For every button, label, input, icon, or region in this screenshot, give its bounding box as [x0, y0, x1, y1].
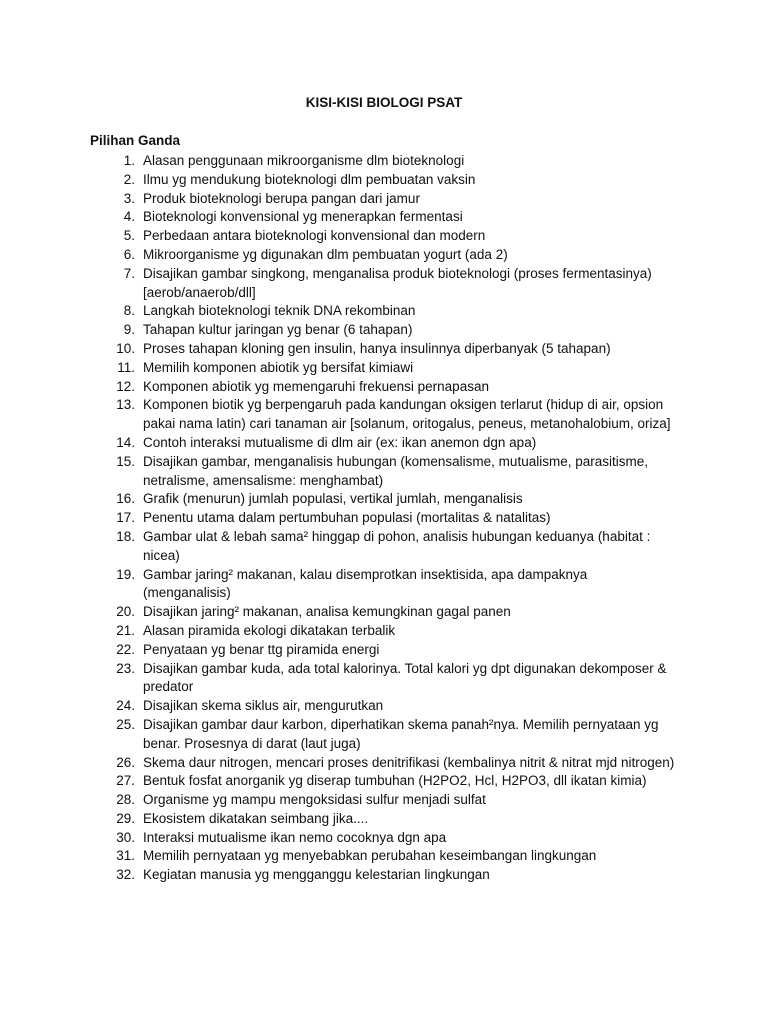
list-item-number: 32. — [116, 867, 135, 883]
list-item-number: 26. — [116, 754, 135, 770]
list-item-text: Komponen abiotik yg memengaruhi frekuensi pernapasan — [143, 378, 489, 394]
list-item-text: Disajikan jaring² makanan, analisa kemungkinan gagal panen — [143, 604, 511, 620]
list-item-number: 27. — [116, 773, 135, 789]
list-item-text: Bentuk fosfat anorganik yg diserap tumbuhan (H2PO2, Hcl, H2PO3, dll ikatan kimia) — [143, 773, 647, 789]
list-item-number: 12. — [116, 378, 135, 394]
list-item — [90, 302, 678, 321]
list-item-number: 31. — [116, 848, 135, 864]
list-item-text: Kegiatan manusia yg mengganggu kelestarian lingkungan — [143, 867, 490, 883]
list-item-number: 22. — [116, 641, 135, 657]
list-item-text: Disajikan gambar daur karbon, diperhatikan skema panah²nya. Memilih pernyataan yg benar. Prosesnya di darat (laut juga) — [143, 716, 659, 751]
list-item — [90, 227, 678, 246]
list-item — [90, 490, 678, 509]
list-item — [90, 603, 678, 622]
list-item-number: 21. — [116, 622, 135, 638]
list-item-number: 13. — [116, 397, 135, 413]
list-item-text: Skema daur nitrogen, mencari proses denitrifikasi (kembalinya nitrit & nitrat mjd nitrogen) — [143, 754, 675, 770]
list-item — [90, 171, 678, 190]
list-item-text: Ilmu yg mendukung bioteknologi dlm pembuatan vaksin — [143, 171, 476, 187]
list-item — [90, 152, 678, 171]
list-item — [90, 396, 678, 434]
list-item-text: Komponen biotik yg berpengaruh pada kandungan oksigen terlarut (hidup di air, opsion pakai nama latin) cari tanaman air [solanum, oritogalus, peneus, metanohalobium, oriza] — [143, 397, 671, 432]
list-item-text: Proses tahapan kloning gen insulin, hanya insulinnya diperbanyak (5 tahapan) — [143, 340, 611, 356]
list-item — [90, 434, 678, 453]
list-item-number: 30. — [116, 829, 135, 845]
list-item-text: Tahapan kultur jaringan yg benar (6 tahapan) — [143, 322, 413, 338]
list-item-number: 18. — [116, 528, 135, 544]
question-list — [90, 152, 678, 885]
list-item-number: 19. — [116, 566, 135, 582]
list-item-text: Gambar jaring² makanan, kalau disemprotkan insektisida, apa dampaknya (menganalisis) — [143, 566, 588, 601]
list-item-number: 5. — [123, 228, 135, 244]
list-item — [90, 754, 678, 773]
list-item — [90, 641, 678, 660]
list-item-number: 8. — [123, 303, 135, 319]
list-item — [90, 622, 678, 641]
list-item-text: Gambar ulat & lebah sama² hinggap di pohon, analisis hubungan keduanya (habitat : nicea) — [143, 528, 651, 563]
list-item-text: Alasan piramida ekologi dikatakan terbalik — [143, 622, 396, 638]
list-item — [90, 340, 678, 359]
list-item-number: 29. — [116, 810, 135, 826]
list-item — [90, 660, 678, 698]
list-item-text: Penentu utama dalam pertumbuhan populasi (mortalitas & natalitas) — [143, 510, 551, 526]
list-item — [90, 810, 678, 829]
list-item — [90, 246, 678, 265]
list-item-number: 9. — [123, 322, 135, 338]
list-item-number: 25. — [116, 716, 135, 732]
list-item — [90, 453, 678, 491]
list-item-text: Memilih pernyataan yg menyebabkan perubahan keseimbangan lingkungan — [143, 848, 597, 864]
list-item — [90, 190, 678, 209]
list-item-text: Contoh interaksi mutualisme di dlm air (ex: ikan anemon dgn apa) — [143, 434, 537, 450]
list-item-text: Mikroorganisme yg digunakan dlm pembuatan yogurt (ada 2) — [143, 246, 508, 262]
list-item-number: 10. — [116, 340, 135, 356]
list-item-text: Disajikan gambar, menganalisis hubungan (komensalisme, mutualisme, parasitisme, netralisme, amensalisme: menghambat) — [143, 453, 648, 488]
list-item-text: Ekosistem dikatakan seimbang jika.... — [143, 810, 369, 826]
list-item-number: 16. — [116, 491, 135, 507]
list-item-text: Memilih komponen abiotik yg bersifat kimiawi — [143, 359, 414, 375]
list-item-number: 28. — [116, 792, 135, 808]
page-title: KISI-KISI BIOLOGI PSAT — [305, 95, 463, 110]
list-item-text: Produk bioteknologi berupa pangan dari jamur — [143, 190, 420, 206]
list-item — [90, 772, 678, 791]
list-item-number: 2. — [123, 171, 135, 187]
list-item — [90, 509, 678, 528]
list-item-number: 1. — [123, 153, 135, 168]
list-item-number: 3. — [123, 190, 135, 206]
list-item-text: Langkah bioteknologi teknik DNA rekombinan — [143, 303, 416, 319]
list-item-number: 15. — [116, 453, 135, 469]
list-item-text: Grafik (menurun) jumlah populasi, vertikal jumlah, menganalisis — [143, 491, 523, 507]
list-item-text: Perbedaan antara bioteknologi konvensional dan modern — [143, 228, 486, 244]
list-item — [90, 847, 678, 866]
list-item-text: Disajikan skema siklus air, mengurutkan — [143, 698, 384, 714]
list-item — [90, 321, 678, 340]
list-item-number: 7. — [123, 265, 135, 281]
list-item — [90, 265, 678, 303]
list-item-number: 6. — [123, 246, 135, 262]
list-item-text: Organisme yg mampu mengoksidasi sulfur menjadi sulfat — [143, 792, 486, 808]
list-item — [90, 208, 678, 227]
list-item — [90, 866, 678, 885]
list-item-text: Alasan penggunaan mikroorganisme dlm bioteknologi — [143, 153, 465, 168]
list-item-number: 17. — [116, 510, 135, 526]
list-item — [90, 566, 678, 604]
list-item — [90, 716, 678, 754]
list-item — [90, 378, 678, 397]
list-item-number: 23. — [116, 660, 135, 676]
list-item-number: 24. — [116, 698, 135, 714]
list-item-number: 11. — [117, 359, 135, 375]
section-heading: Pilihan Ganda — [90, 133, 181, 148]
list-item-text: Bioteknologi konvensional yg menerapkan fermentasi — [143, 209, 463, 225]
list-item-text: Disajikan gambar singkong, menganalisa produk bioteknologi (proses fermentasinya) [aerob/anaerob/dll] — [143, 265, 652, 300]
list-item-number: 20. — [116, 604, 135, 620]
list-item — [90, 528, 678, 566]
list-item — [90, 359, 678, 378]
list-item — [90, 697, 678, 716]
list-item-number: 4. — [123, 209, 135, 225]
list-item — [90, 791, 678, 810]
list-item-number: 14. — [116, 434, 135, 450]
list-item — [90, 829, 678, 848]
list-item-text: Penyataan yg benar ttg piramida energi — [143, 641, 380, 657]
list-item-text: Interaksi mutualisme ikan nemo cocoknya dgn apa — [143, 829, 447, 845]
list-item-text: Disajikan gambar kuda, ada total kalorinya. Total kalori yg dpt digunakan dekomposer & predator — [143, 660, 667, 695]
